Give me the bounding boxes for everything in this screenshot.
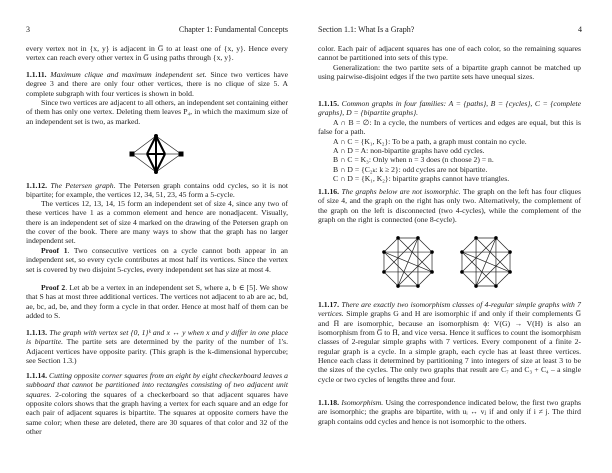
graph-edge bbox=[398, 238, 432, 272]
graph-vertex bbox=[382, 250, 386, 254]
exercise-1-1-17 bbox=[318, 300, 581, 384]
exercise-number: 1.1.15. bbox=[318, 99, 340, 108]
paragraph: Since two vertices are adjacent to all others, an independent set containing either of them has only one vertex. Deleting them leaves P₄, in which the maximum size of an independent set is two, as marked. bbox=[26, 98, 288, 126]
intersection-line: A ∩ B = ∅: In a cycle, the numbers of vertices and edges are equal, but this is false for a path. bbox=[318, 118, 581, 137]
running-head: Section 1.1: What Is a Graph? bbox=[318, 25, 415, 34]
paragraph: The vertices 12, 13, 14, 15 form an independent set of size 4, since any two of these vertices have 1 as a common element and hence are nonadjacent. Visually, there is an independent set of size 4 marked on the drawing of the Petersen graph on the cover of the book. There are many ways to show that the graph has no larger independent set. bbox=[26, 199, 288, 246]
graph-vertex bbox=[416, 284, 420, 288]
graph-vertex bbox=[474, 284, 478, 288]
paragraph-continued: every vertex not in {x, y} is adjacent in G̅ to at least one of {x, y}. Hence every vertex can reach every other vertex in G̅ using paths through {x, y}. bbox=[26, 44, 288, 63]
proof-text: . Two consecutive vertices on a cycle cannot both appear in an independent set, so every cycle contributes at most half its vertices. Since the vertex set is covered by two disjoint 5-cycles, every independent set has size at most 4. bbox=[26, 246, 288, 274]
graph-vertex bbox=[474, 236, 478, 240]
exercise-1-1-14 bbox=[26, 371, 288, 436]
exercise-number: 1.1.18. bbox=[318, 398, 340, 407]
graph-vertex bbox=[494, 284, 498, 288]
exercise-title: The Petersen graph. bbox=[50, 181, 116, 190]
graph-edge bbox=[476, 238, 510, 272]
graph-edge bbox=[384, 252, 418, 286]
exercise-number: 1.1.13. bbox=[26, 328, 48, 337]
graph-edge bbox=[384, 252, 432, 272]
exercise-title: Isomorphism. bbox=[341, 398, 384, 407]
graph-edge bbox=[462, 252, 496, 286]
running-head: Chapter 1: Fundamental Concepts bbox=[178, 25, 288, 34]
right-page bbox=[306, 0, 612, 473]
exercise-title: The graphs below are not isomorphic. bbox=[341, 187, 461, 196]
graph-edge bbox=[462, 238, 476, 252]
exercise-title: The graph with vertex set {0, 1}ᵏ and x ↔ y when x and y differ in one place is bipartite. bbox=[26, 328, 288, 347]
exercise-1-1-15 bbox=[318, 99, 581, 118]
graph-edge bbox=[384, 238, 398, 252]
graph-vertex bbox=[494, 236, 498, 240]
exercise-text: 2-coloring the squares of a checkerboard so that adjacent squares have opposite colors shows that the graph having a vertex for each square and an edge for each pair of adjacent squares is bipartite. The squares at opposite corners have the same color; when these are deleted, there are 30 squares of that color and 32 of the other bbox=[26, 389, 288, 437]
exercise-1-1-12 bbox=[26, 181, 288, 200]
exercise-number: 1.1.11. bbox=[26, 70, 47, 79]
graph-edge bbox=[462, 252, 510, 272]
intersection-line: A ∩ C = {K₁, K₂}: To be a path, a graph must contain no cycle. bbox=[333, 136, 527, 146]
page-number: 3 bbox=[26, 25, 30, 34]
page-number: 4 bbox=[578, 25, 582, 34]
exercise-title: Cutting opposite corner squares from an eight by eight checkerboard leaves a subboard that cannot be partitioned into rectangles consisting of two adjacent unit squares. bbox=[26, 371, 288, 399]
exercise-text: Using the correspondence indicated below, the first two graphs are isomorphic; the graphs are bipartite, with uᵢ ↔ vⱼ if and only if i ≠ j. The third graph contains odd cycles and hence is not isomorphic to the others. bbox=[318, 398, 581, 426]
graph-vertex bbox=[460, 250, 464, 254]
graph-vertex bbox=[396, 236, 400, 240]
graph-vertex bbox=[430, 250, 434, 254]
graph-vertex bbox=[382, 270, 386, 274]
graph-vertex bbox=[416, 236, 420, 240]
graph-edge bbox=[462, 272, 476, 286]
proof-2 bbox=[26, 283, 288, 320]
exercise-title: Maximum clique and maximum independent set. bbox=[50, 70, 207, 79]
graph-edge bbox=[462, 238, 496, 272]
paragraph-continued: color. Each pair of adjacent squares has one of each color, so the remaining squares cannot be partitioned into sets of this type. bbox=[318, 44, 581, 63]
graph-vertex bbox=[508, 270, 512, 274]
exercise-1-1-16 bbox=[318, 187, 581, 224]
exercise-number: 1.1.12. bbox=[26, 181, 48, 190]
clique-figure bbox=[125, 132, 189, 178]
generalization-paragraph: Generalization: the two partite sets of a bipartite graph cannot be matched up using pairwise-disjoint edges if the two partite sets have unequal sizes. bbox=[318, 63, 581, 82]
exercise-1-1-11 bbox=[26, 70, 288, 98]
exercise-number: 1.1.17. bbox=[318, 300, 340, 309]
intersection-line: A ∩ D = A: non-bipartite graphs have odd cycles. bbox=[333, 146, 485, 156]
proof-1 bbox=[26, 246, 288, 274]
graph-four-cliques-figure bbox=[378, 232, 438, 292]
graph-vertex bbox=[460, 270, 464, 274]
intersection-line: B ∩ D = {C₂ₖ: k ≥ 2}: odd cycles are not bipartite. bbox=[333, 164, 488, 174]
graph-edge bbox=[496, 272, 510, 286]
exercise-text: The Petersen graph contains odd cycles, so it is not bipartite; for example, the vertices 12, 34, 51, 23, 45 form a 5-cycle. bbox=[26, 181, 288, 200]
proof-text: . Let ab be a vertex in an independent set S, where a, b ∈ [5]. We show that S has at most three additional vertices. The vertices not adjacent to ab are ac, bd, ae, bc, ad, be, and they form a cycle in that order. Hence at most half of them can be added to S. bbox=[26, 283, 288, 321]
exercise-number: 1.1.16. bbox=[318, 187, 340, 196]
exercise-1-1-13 bbox=[26, 328, 288, 365]
exercise-text: Since two vertices have degree 3 and there are only four other vertices, there is no clique of size 5. A complete subgraph with four vertices is shown in bold. bbox=[26, 70, 288, 98]
graph-edge bbox=[384, 272, 398, 286]
intersection-line: B ∩ C = K₃: Only when n = 3 does (n choose 2) = n. bbox=[333, 155, 494, 165]
exercise-title: Common graphs in four families: A = {paths}, B = {cycles}, C = {complete graphs}, D = {bipartite graphs}. bbox=[318, 99, 581, 118]
graph-edge bbox=[418, 272, 432, 286]
graph-edge bbox=[496, 238, 510, 252]
exercise-text: Simple graphs G and H are isomorphic if and only if their complements G̅ and H̅ are isomorphic, because an isomorphism ϕ: V(G) → V(H) is also an isomorphism from G̅ to H̅, and vice versa. Hence it suffices to count the isomorphism classes of 2-regular simple graphs with 7 vertices. Every component of a finite 2-regular graph is a cycle. In a simple graph, each cycle has at least three vertices. Hence each class it determined by partitioning 7 into integers of size at least 3 to be the sizes of the cycles. The only two graphs that result are C₇ and C₃ + C₄ – a single cycle or two cycles of lengths three and four. bbox=[318, 309, 581, 384]
exercise-number: 1.1.14. bbox=[26, 371, 48, 380]
graph-edge bbox=[384, 238, 418, 272]
proof-label: Proof 1 bbox=[41, 246, 68, 255]
exercise-text: The graph on the left has four cliques of size 4, and the graph on the right has only two. Alternatively, the complement of the graph on the left is disconnected (two 4-cycles), while the complement of the graph on the right is connected (one 8-cycle). bbox=[318, 187, 581, 225]
graph-edge bbox=[398, 252, 432, 286]
exercise-1-1-18 bbox=[318, 398, 581, 426]
family-intersections bbox=[318, 118, 581, 183]
graph-two-cliques-figure bbox=[456, 232, 516, 292]
graph-vertex bbox=[508, 250, 512, 254]
graph-edge bbox=[476, 252, 510, 286]
graph-vertex bbox=[430, 270, 434, 274]
graph-vertex bbox=[396, 284, 400, 288]
intersection-line: C ∩ D = {K₁, K₂}: bipartite graphs cannot have triangles. bbox=[333, 174, 510, 184]
exercise-text: The partite sets are determined by the parity of the number of 1's. Adjacent vertices have opposite parity. (This graph is the k-dimensional hypercube; see Section 1.3.) bbox=[26, 337, 288, 366]
proof-label: Proof 2 bbox=[41, 283, 66, 292]
graph-edge bbox=[418, 238, 432, 252]
exercise-title: There are exactly two isomorphism classes of 4-regular simple graphs with 7 vertices. bbox=[318, 300, 581, 319]
